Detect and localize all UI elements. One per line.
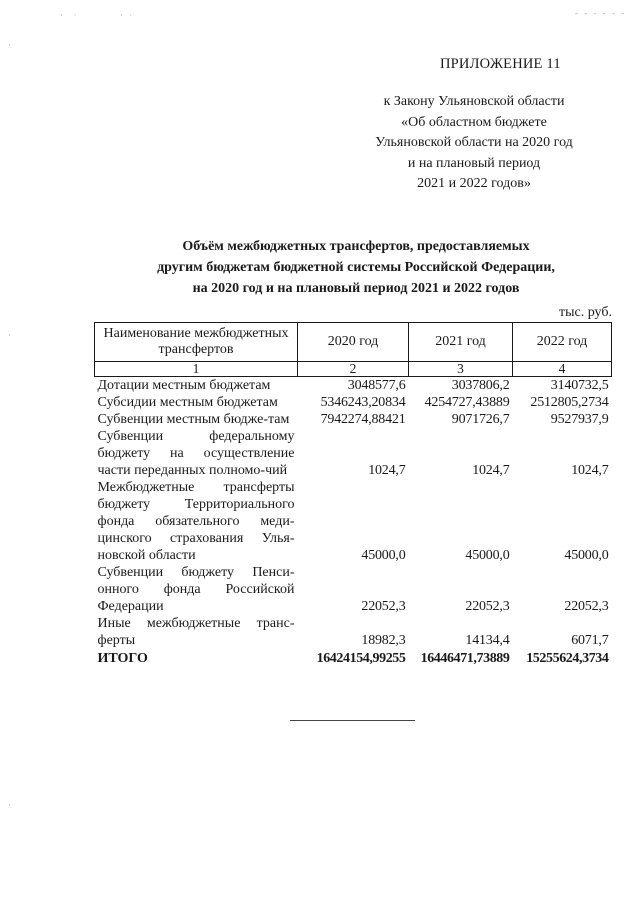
document-title-line: на 2020 год и на плановый период 2021 и 2022 годов (192, 281, 520, 296)
scan-artifact: · · (60, 10, 79, 20)
law-reference-line: «Об областном бюджете (401, 114, 547, 130)
law-reference-line: к Закону Ульяновской области (383, 94, 565, 109)
total-row (95, 649, 612, 667)
transfer-name: Субвенции местным бюдже-там (97, 412, 290, 427)
value-2021: 1024,7 (472, 463, 510, 478)
table-row (95, 411, 612, 428)
scan-artifact: · (8, 330, 13, 340)
table-header-row (95, 323, 612, 362)
column-header-name: Наименование межбюджетных трансфертов (95, 323, 298, 362)
value-2020: 5346243,20834 (320, 395, 406, 410)
table-row (95, 377, 612, 395)
total-label: ИТОГО (97, 651, 148, 666)
value-2020: 7942274,88421 (320, 412, 406, 427)
scan-artifact: · · (120, 10, 135, 20)
column-number: 4 (513, 362, 612, 377)
value-2021: 4254727,43889 (424, 395, 510, 410)
document-title-line: другим бюджетам бюджетной системы Российской Федерации, (157, 260, 555, 275)
value-2021: 3037806,2 (451, 378, 510, 393)
transfer-name: Межбюджетные трансферты бюджету Территориального фонда обязательного меди-цинского страхования Улья-новской области (97, 480, 295, 563)
transfer-name: Иные межбюджетные транс-ферты (97, 616, 295, 648)
scan-artifact: · (8, 40, 13, 50)
scan-artifact: · (8, 800, 13, 810)
law-reference (344, 92, 604, 195)
transfer-name: Субсидии местным бюджетам (97, 395, 278, 410)
value-2022: 6071,7 (571, 633, 609, 648)
column-number: 3 (409, 362, 513, 377)
value-2020: 45000,0 (361, 548, 406, 563)
value-2022: 22052,3 (564, 599, 609, 614)
transfer-name: Субвенции федеральному бюджету на осуществление части переданных полномо-чий (97, 429, 295, 478)
table-row (95, 428, 612, 479)
column-number: 1 (95, 362, 298, 377)
table-row (95, 615, 612, 649)
column-header-2021: 2021 год (409, 323, 513, 362)
appendix-title: ПРИЛОЖЕНИЕ 11 (440, 56, 561, 72)
column-number-row (95, 362, 612, 377)
value-2021: 22052,3 (465, 599, 510, 614)
value-2022: 3140732,5 (550, 378, 609, 393)
document-title-line: Объём межбюджетных трансфертов, предоставляемых (182, 239, 530, 254)
law-reference-line: и на плановый период (407, 155, 541, 171)
table-row (95, 394, 612, 411)
value-2022: 45000,0 (564, 548, 609, 563)
value-2022: 9527937,9 (550, 412, 609, 427)
transfer-name: Дотации местным бюджетам (97, 378, 271, 393)
closing-rule (290, 720, 415, 721)
value-2021: 9071726,7 (451, 412, 510, 427)
value-2020: 18982,3 (361, 633, 406, 648)
transfer-name: Субвенции бюджету Пенси-онного фонда Российской Федерации (97, 565, 295, 614)
table-row (95, 479, 612, 564)
value-2020: 22052,3 (361, 599, 406, 614)
table-row (95, 564, 612, 615)
column-number: 2 (298, 362, 409, 377)
scan-artifact: - - - - - - (575, 8, 627, 18)
transfers-table (94, 322, 612, 667)
total-2022: 15255624,3734 (526, 651, 609, 666)
column-header-2020: 2020 год (298, 323, 409, 362)
document-title (96, 236, 616, 299)
total-2021: 16446471,73889 (420, 651, 510, 666)
law-reference-line: 2021 и 2022 годов» (417, 176, 531, 191)
value-2020: 1024,7 (368, 463, 406, 478)
value-2021: 14134,4 (465, 633, 510, 648)
value-2020: 3048577,6 (347, 378, 406, 393)
column-header-2022: 2022 год (513, 323, 612, 362)
units-label: тыс. руб. (559, 305, 612, 320)
law-reference-line: Ульяновской области на 2020 год (375, 135, 573, 150)
value-2021: 45000,0 (465, 548, 510, 563)
value-2022: 2512805,2734 (530, 395, 609, 410)
value-2022: 1024,7 (571, 463, 609, 478)
total-2020: 16424154,99255 (316, 651, 406, 666)
